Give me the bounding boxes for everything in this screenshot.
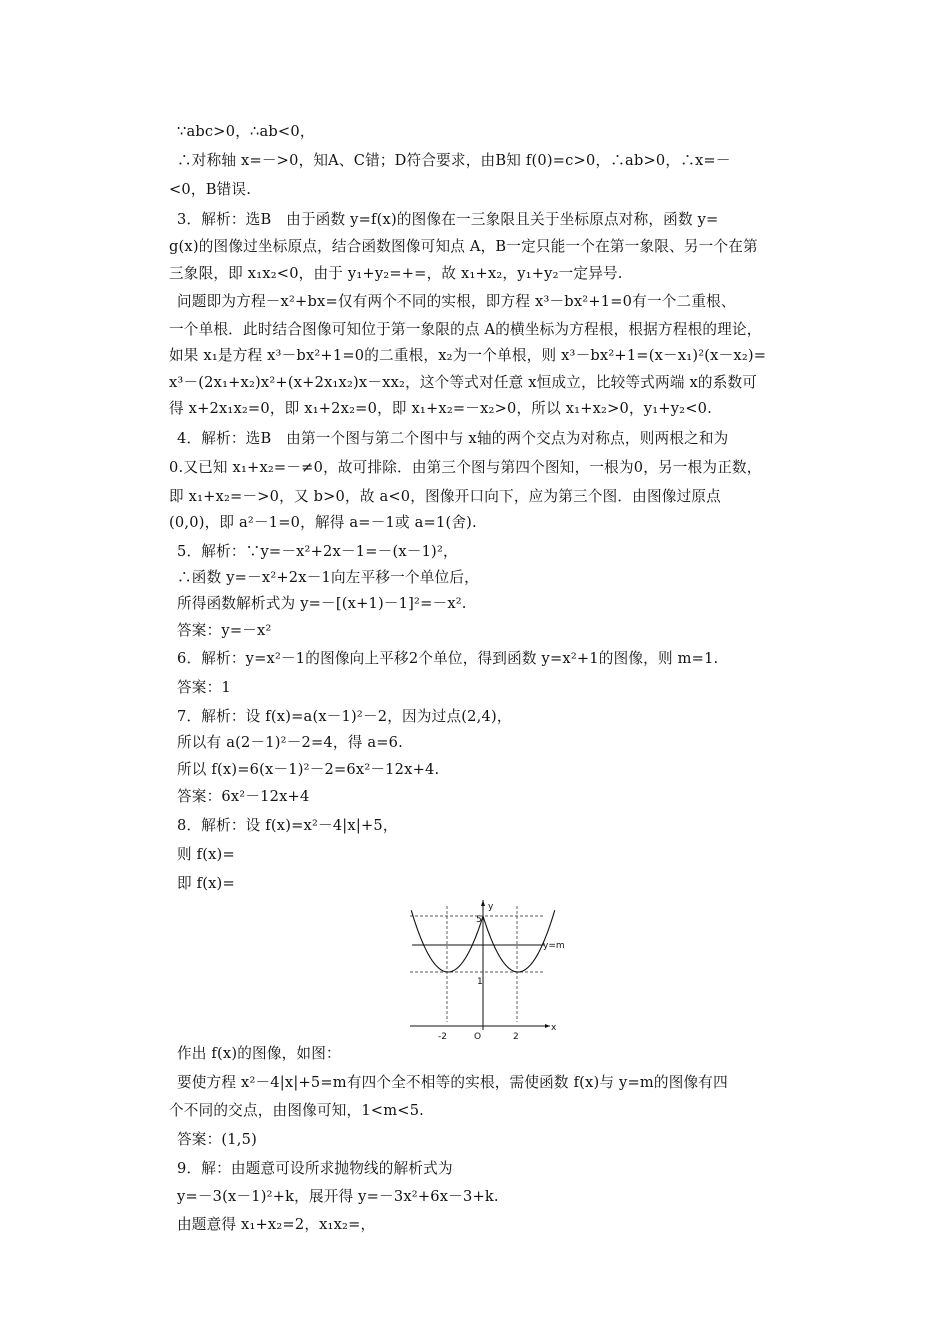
text-line: 所以 f(x)=6(x－1)²－2=6x²－12x+4. xyxy=(177,761,440,778)
two-tick-label: 2 xyxy=(513,1032,519,1042)
text-line: 由题意得 x₁+x₂=2，x₁x₂=， xyxy=(177,1216,376,1233)
text-line: 6．解析：y=x²－1的图像向上平移2个单位，得到函数 y=x²+1的图像，则 m=1. xyxy=(177,650,719,667)
line-y-m-label: y=m xyxy=(543,941,565,951)
function-graph-svg xyxy=(406,900,565,1042)
text-line: 答案：y=－x² xyxy=(177,622,272,639)
text-line: 8．解析：设 f(x)=x²－4|x|+5， xyxy=(177,817,398,834)
text-line: 答案：(1,5) xyxy=(177,1131,257,1148)
text-line: 4．解析：选B 由第一个图与第二个图中与 x轴的两个交点为对称点，则两根之和为 xyxy=(177,430,729,447)
x-axis-label: x xyxy=(551,1023,557,1033)
origin-label: O xyxy=(474,1032,482,1042)
value-five-label: 5 xyxy=(476,915,482,925)
y-axis-label: y xyxy=(488,902,494,912)
function-graph-figure xyxy=(406,900,565,1042)
text-line: 所以有 a(2－1)²－2=4，得 a=6. xyxy=(177,734,403,751)
text-line: 三象限，即 x₁x₂<0，由于 y₁+y₂=+=，故 x₁+x₂，y₁+y₂一定异号. xyxy=(169,265,623,282)
neg-two-tick-label: -2 xyxy=(438,1032,447,1042)
text-line: 则 f(x)= xyxy=(177,846,235,863)
text-line: 9．解：由题意可设所求抛物线的解析式为 xyxy=(177,1160,453,1177)
text-line: 7．解析：设 f(x)=a(x－1)²－2，因为过点(2,4)， xyxy=(177,708,512,725)
text-line: ∵abc>0，∴ab<0， xyxy=(177,123,315,140)
text-line: <0，B错误. xyxy=(169,181,252,198)
text-line: 如果 x₁是方程 x³－bx²+1=0的二重根，x₂为一个单根，则 x³－bx²+1=(x－x₁)²(x－x₂)= xyxy=(169,347,767,364)
text-line: 5．解析：∵y=－x²+2x－1=－(x－1)²， xyxy=(177,543,458,560)
text-line: (0,0)，即 a²－1=0，解得 a=－1或 a=1(舍). xyxy=(169,514,477,531)
text-line: 个不同的交点，由图像可知，1<m<5. xyxy=(169,1102,425,1119)
text-line: 答案：1 xyxy=(177,679,231,696)
text-line: 作出 f(x)的图像，如图： xyxy=(177,1045,341,1062)
text-line: 问题即为方程－x²+bx=仅有两个不同的实根，即方程 x³－bx²+1=0有一个二重根、 xyxy=(177,293,736,310)
y-axis-arrow-icon xyxy=(481,900,485,906)
text-line: 0.又已知 x₁+x₂=－≠0，故可排除．由第三个图与第四个图知，一根为0，另一根为正数， xyxy=(169,459,762,476)
value-one-label: 1 xyxy=(477,977,483,987)
text-line: 3．解析：选B 由于函数 y=f(x)的图像在一三象限且关于坐标原点对称，函数 y= xyxy=(177,211,719,228)
text-line: y=－3(x－1)²+k，展开得 y=－3x²+6x－3+k. xyxy=(177,1188,499,1205)
text-line: x³－(2x₁+x₂)x²+(x+2x₁x₂)x－xx₂，这个等式对任意 x恒成立，比较等式两端 x的系数可 xyxy=(169,374,758,391)
text-line: ∴对称轴 x=－>0，知A、C错；D符合要求，由B知 f(0)=c>0，∴ab>0，∴x=－ xyxy=(177,152,731,169)
text-line: 即 f(x)= xyxy=(177,875,235,892)
text-line: 所得函数解析式为 y=－[(x+1)－1]²=－x². xyxy=(177,595,467,612)
x-axis-arrow-icon xyxy=(545,1024,550,1028)
text-line: ∴函数 y=－x²+2x－1向左平移一个单位后， xyxy=(177,569,479,586)
text-line: 要使方程 x²－4|x|+5=m有四个全不相等的实根，需使函数 f(x)与 y=m的图像有四 xyxy=(177,1074,728,1091)
text-line: 即 x₁+x₂=－>0，又 b>0，故 a<0，图像开口向下，应为第三个图．由图像过原点 xyxy=(169,488,721,505)
text-line: 答案：6x²－12x+4 xyxy=(177,788,310,805)
text-line: 一个单根．此时结合图像可知位于第一象限的点 A的横坐标为方程根，根据方程根的理论， xyxy=(169,321,762,338)
text-line: g(x)的图像过坐标原点，结合函数图像可知点 A，B一定只能一个在第一象限、另一个在第 xyxy=(169,238,758,255)
text-line: 得 x+2x₁x₂=0，即 x₁+2x₂=0，即 x₁+x₂=－x₂>0，所以 x₁+x₂>0，y₁+y₂<0. xyxy=(169,400,712,417)
